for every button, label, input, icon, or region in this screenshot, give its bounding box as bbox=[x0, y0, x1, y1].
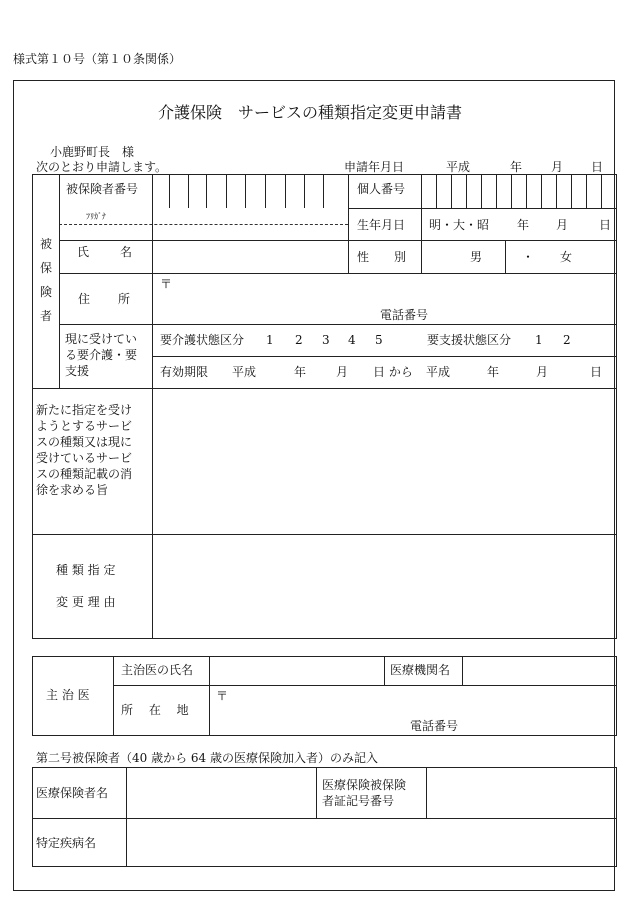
birthdate-label: 生年月日 bbox=[357, 218, 406, 232]
care-level-2[interactable]: 2 bbox=[295, 333, 303, 347]
care-level-4[interactable]: 4 bbox=[348, 333, 356, 347]
sex-male[interactable]: 男 bbox=[470, 250, 483, 264]
reason-label-1: 種 類 指 定 bbox=[56, 563, 116, 577]
validity-era-2: 平成 bbox=[426, 365, 451, 379]
disease-name-label: 特定疾病名 bbox=[36, 836, 97, 850]
address-label-2: 所 bbox=[118, 292, 131, 306]
request-label-3: スの種類又は現に bbox=[36, 435, 133, 449]
birth-eras: 明・大・昭 bbox=[429, 218, 490, 232]
request-field[interactable] bbox=[153, 389, 615, 533]
current-status-label-1: 現に受けてい bbox=[65, 332, 138, 346]
request-label-2: ようとするサービ bbox=[36, 419, 133, 433]
current-status-label-3: 支援 bbox=[65, 364, 90, 378]
addressee: 小鹿野町長 様 bbox=[50, 145, 135, 159]
request-label-1: 新たに指定を受け bbox=[36, 403, 133, 417]
care-level-5[interactable]: 5 bbox=[375, 333, 383, 347]
reason-label-2: 変 更 理 由 bbox=[56, 595, 116, 609]
personal-number-label: 個人番号 bbox=[357, 182, 406, 196]
form-number: 様式第１０号（第１０条関係） bbox=[13, 52, 182, 66]
second-insured-heading: 第二号被保険者（40 歳から 64 歳の医療保険加入者）のみ記入 bbox=[36, 751, 378, 765]
support-level-2[interactable]: 2 bbox=[563, 333, 571, 347]
sex-separator: ・ bbox=[522, 250, 535, 264]
care-level-1[interactable]: 1 bbox=[266, 333, 274, 347]
support-level-1[interactable]: 1 bbox=[535, 333, 543, 347]
doctor-postal-mark: 〒 bbox=[216, 689, 229, 703]
postal-mark: 〒 bbox=[160, 277, 173, 291]
furigana-field[interactable] bbox=[153, 209, 347, 223]
validity-day-from: 日 から bbox=[373, 365, 413, 379]
birth-year: 年 bbox=[517, 218, 530, 232]
phone-label: 電話番号 bbox=[380, 308, 429, 322]
cert-label-1: 医療保険被保険 bbox=[322, 778, 407, 792]
doctor-name-label: 主治医の氏名 bbox=[121, 663, 194, 677]
insured-number-label: 被保険者番号 bbox=[66, 182, 139, 196]
cert-label-2: 者証記号番号 bbox=[322, 794, 395, 808]
insured-number-field[interactable] bbox=[153, 175, 347, 207]
validity-day-2: 日 bbox=[590, 365, 603, 379]
birth-day: 日 bbox=[599, 218, 612, 232]
address-label-1: 住 bbox=[78, 292, 91, 306]
care-level-label: 要介護状態区分 bbox=[160, 333, 245, 347]
intro-text: 次のとおり申請します。 bbox=[36, 160, 168, 174]
insured-label-3: 険 bbox=[40, 285, 53, 299]
doctor-name-field[interactable] bbox=[210, 657, 383, 684]
date-month: 月 bbox=[551, 160, 564, 174]
date-year: 年 bbox=[510, 160, 523, 174]
sex-label-1: 性 bbox=[357, 250, 370, 264]
date-era: 平成 bbox=[446, 160, 471, 174]
current-status-label-2: る要介護・要 bbox=[65, 348, 138, 362]
insurer-name-field[interactable] bbox=[127, 768, 315, 817]
validity-era: 平成 bbox=[232, 365, 257, 379]
validity-year: 年 bbox=[294, 365, 307, 379]
name-label-1: 氏 bbox=[77, 245, 90, 259]
sex-female[interactable]: 女 bbox=[560, 250, 573, 264]
request-label-6: 徐を求める旨 bbox=[36, 483, 109, 497]
birth-month: 月 bbox=[556, 218, 569, 232]
care-level-3[interactable]: 3 bbox=[322, 333, 330, 347]
institution-field[interactable] bbox=[463, 657, 615, 684]
institution-label: 医療機関名 bbox=[390, 663, 451, 677]
form-title: 介護保険 サービスの種類指定変更申請書 bbox=[158, 103, 463, 122]
request-label-4: 受けているサービ bbox=[36, 451, 133, 465]
doctor-label: 主 治 医 bbox=[46, 688, 90, 702]
reason-field[interactable] bbox=[153, 535, 615, 637]
validity-year-2: 年 bbox=[487, 365, 500, 379]
application-date-label: 申請年月日 bbox=[344, 160, 405, 174]
insured-label-1: 被 bbox=[40, 237, 53, 251]
doctor-location-label: 所 在 地 bbox=[121, 703, 189, 717]
personal-number-field[interactable] bbox=[422, 175, 615, 207]
validity-month-2: 月 bbox=[536, 365, 549, 379]
name-label-2: 名 bbox=[120, 245, 133, 259]
support-level-label: 要支援状態区分 bbox=[427, 333, 512, 347]
sex-label-2: 別 bbox=[394, 250, 407, 264]
furigana-label: ﾌﾘｶﾞﾅ bbox=[86, 212, 106, 221]
doctor-location-field[interactable] bbox=[210, 686, 615, 734]
validity-label: 有効期限 bbox=[160, 365, 209, 379]
insured-label-2: 保 bbox=[40, 261, 53, 275]
insured-label-4: 者 bbox=[40, 309, 53, 323]
cert-number-field[interactable] bbox=[427, 768, 615, 817]
request-label-5: スの種類記載の消 bbox=[36, 467, 133, 481]
validity-month: 月 bbox=[336, 365, 349, 379]
disease-name-field[interactable] bbox=[127, 819, 615, 865]
date-day: 日 bbox=[591, 160, 604, 174]
address-field[interactable] bbox=[153, 275, 615, 323]
name-field[interactable] bbox=[153, 226, 347, 272]
insurer-name-label: 医療保険者名 bbox=[36, 786, 109, 800]
doctor-phone-label: 電話番号 bbox=[410, 719, 459, 733]
